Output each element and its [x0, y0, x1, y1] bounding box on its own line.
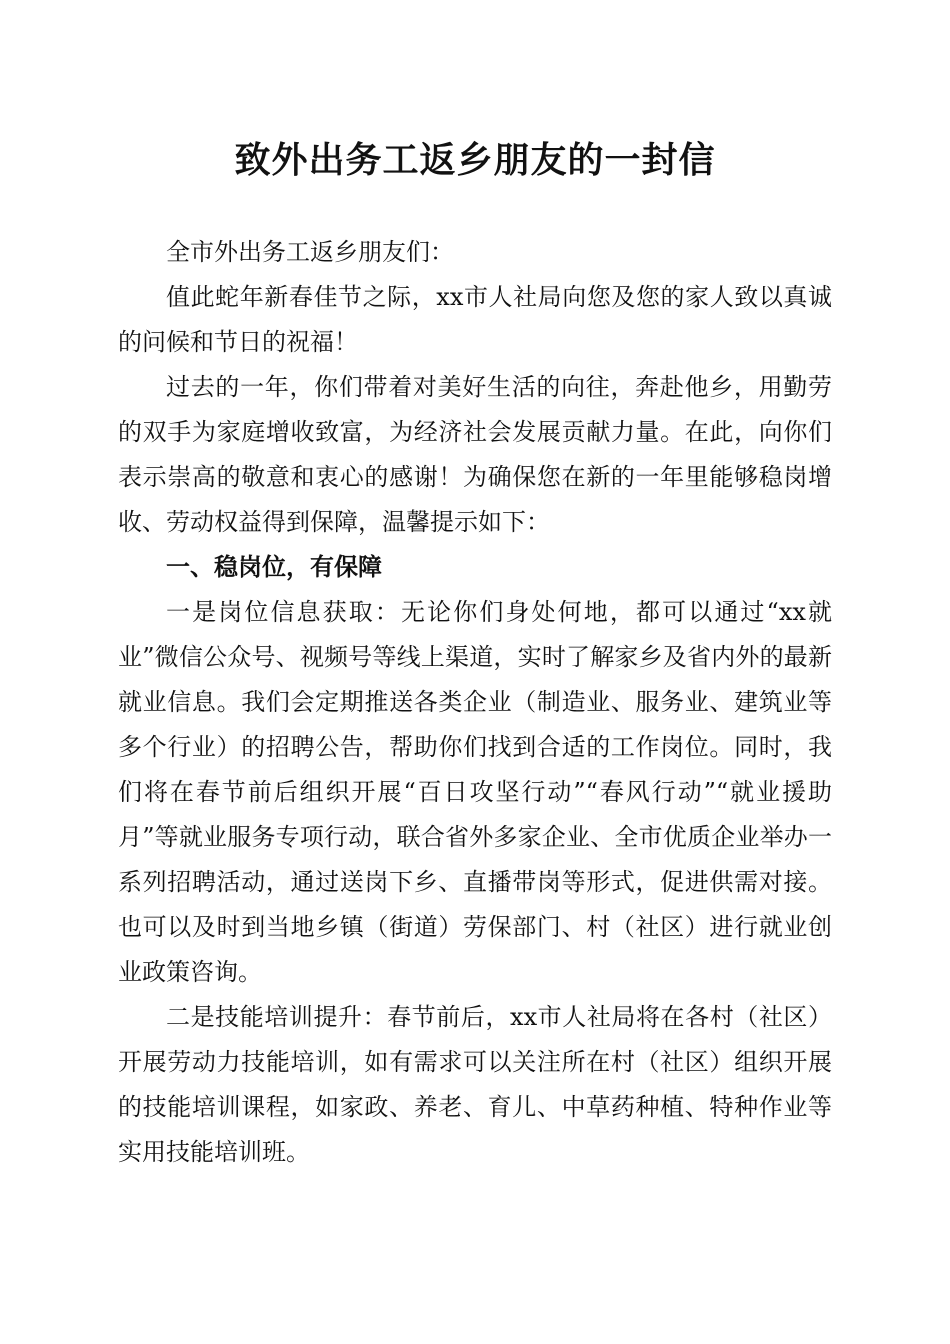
intro-paragraph: 过去的一年，你们带着对美好生活的向往，奔赴他乡，用勤劳的双手为家庭增收致富，为经济社会发展贡献力量。在此，向你们表示崇高的敬意和衷心的感谢！为确保您在新的一年里能够稳岗增收、劳动权益得到保障，温馨提示如下：	[118, 373, 832, 536]
letter-body	[118, 230, 832, 1175]
document-title: 致外出务工返乡朋友的一封信	[234, 139, 716, 181]
item-paragraph-2: 二是技能培训提升：春节前后，xx市人社局将在各村（社区）开展劳动力技能培训，如有需求可以关注所在村（社区）组织开展的技能培训课程，如家政、养老、育儿、中草药种植、特种作业等实用技能培训班。	[118, 1003, 832, 1166]
section-heading: 一、稳岗位，有保障	[166, 553, 382, 581]
salutation: 全市外出务工返乡朋友们：	[166, 238, 454, 266]
greeting-paragraph: 值此蛇年新春佳节之际，xx市人社局向您及您的家人致以真诚的问候和节日的祝福！	[118, 283, 832, 356]
item-paragraph-1: 一是岗位信息获取：无论你们身处何地，都可以通过“xx就业”微信公众号、视频号等线上渠道，实时了解家乡及省内外的最新就业信息。我们会定期推送各类企业（制造业、服务业、建筑业等多个行业）的招聘公告，帮助你们找到合适的工作岗位。同时，我们将在春节前后组织开展“百日攻坚行动”“春风行动”“就业援助月”等就业服务专项行动，联合省外多家企业、全市优质企业举办一系列招聘活动，通过送岗下乡、直播带岗等形式，促进供需对接。也可以及时到当地乡镇（街道）劳保部门、村（社区）进行就业创业政策咨询。	[118, 598, 832, 986]
